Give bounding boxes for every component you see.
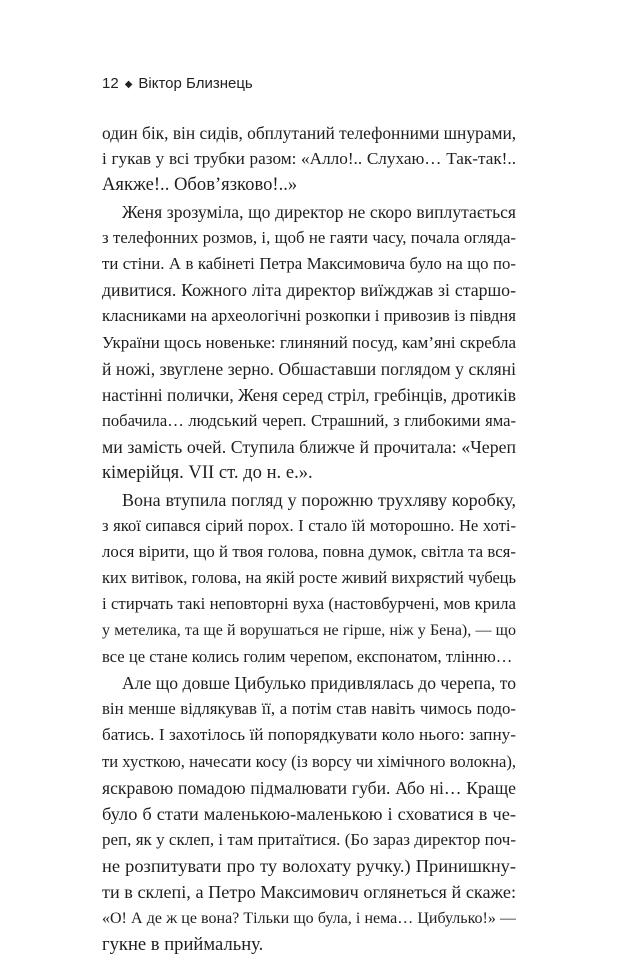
paragraph [102,670,516,958]
text-line: ких витівок, голова, на якій росте живий вихрястий чубець [102,568,516,588]
text-line: ти стіни. А в кабінеті Петра Максимовича було на що по- [102,253,516,273]
text-line: настінні полички, Женя серед стріл, гребінців, дротиків [102,384,516,405]
running-title: Віктор Близнець [138,75,253,92]
text-line: реп, як у склеп, і там притаїтися. (Бо зараз директор поч- [102,830,516,850]
text-line: України щось новеньке: глиняний посуд, кам’яні скребла [102,332,516,352]
text-line: ти в склепі, а Петро Максимович оглянеться й скаже: [102,882,516,903]
text-line: Але що довше Цибулько придивлялась до черепа, то [122,672,516,693]
text-line: один бік, він сидів, обплутаний телефонними шнурами, [102,123,516,143]
body-text [102,120,516,958]
text-line: побачила… людський череп. Страшний, з глибокими яма- [102,411,516,431]
text-line: дивитися. Кожного літа директор виїжджав зі старшо- [102,280,516,301]
text-line: ти хусткою, начесати косу (із ворсу чи хімічного волокна), [102,751,516,771]
text-line: і гукав у всі трубки разом: «Алло!.. Слухаю… Так-так!.. [102,149,516,169]
text-line: не розпитувати про ту волохату ручку.) Принишкну- [102,856,516,877]
text-line: лося вірити, що й твоя голова, повна думок, світла та вся- [102,542,516,561]
text-line: ми замість очей. Ступила ближче й прочитала: «Череп [102,437,516,458]
running-header [102,75,253,92]
paragraph [102,487,516,670]
text-line: Вона втупила погляд у порожню трухляву коробку, [122,489,516,510]
text-line: й ножі, звуглене зерно. Обшаставши поглядом у скляні [102,358,516,379]
text-line: батись. І захотілось їй попорядкувати коло нього: запну- [102,725,516,745]
text-line: «О! А де ж це вона? Тільки що була, і нема… Цибулько!» — [102,909,516,927]
text-line: гукне в приймальну. [102,933,264,955]
text-line: кімерійця. VII ст. до н. е.». [102,462,313,484]
text-line: все це стане колись голим черепом, експонатом, тлінню… [102,646,513,666]
text-line: у метелика, та ще й ворушаться не гірше, ніж у Бена), — що [102,621,516,639]
paragraph [102,199,516,487]
text-line: і стирчать такі неповторні вуха (настовбурчені, мов крила [102,594,516,614]
paragraph [102,120,516,199]
diamond-separator-icon: ◆ [124,79,133,90]
text-line: Женя зрозуміла, що директор не скоро виплутається [122,201,516,222]
text-line: було б стати маленькою-маленькою і сховатися в че- [102,803,516,824]
text-line: яскравою помадою підмалювати губи. Або ні… Краще [102,777,516,798]
text-line: з якої сипався сірий порох. І стало їй моторошно. Не хоті- [102,515,516,535]
text-line: класниками на археологічні розкопки і привозив із півдня [102,306,516,326]
page-number: 12 [102,75,119,92]
text-line: Аякже!.. Обов’язково!..» [102,174,298,196]
text-line: з телефонних розмов, і, щоб не гаяти часу, почала огляда- [102,227,516,247]
text-line: він менше відлякував її, а потім став навіть чимось подо- [102,699,516,719]
